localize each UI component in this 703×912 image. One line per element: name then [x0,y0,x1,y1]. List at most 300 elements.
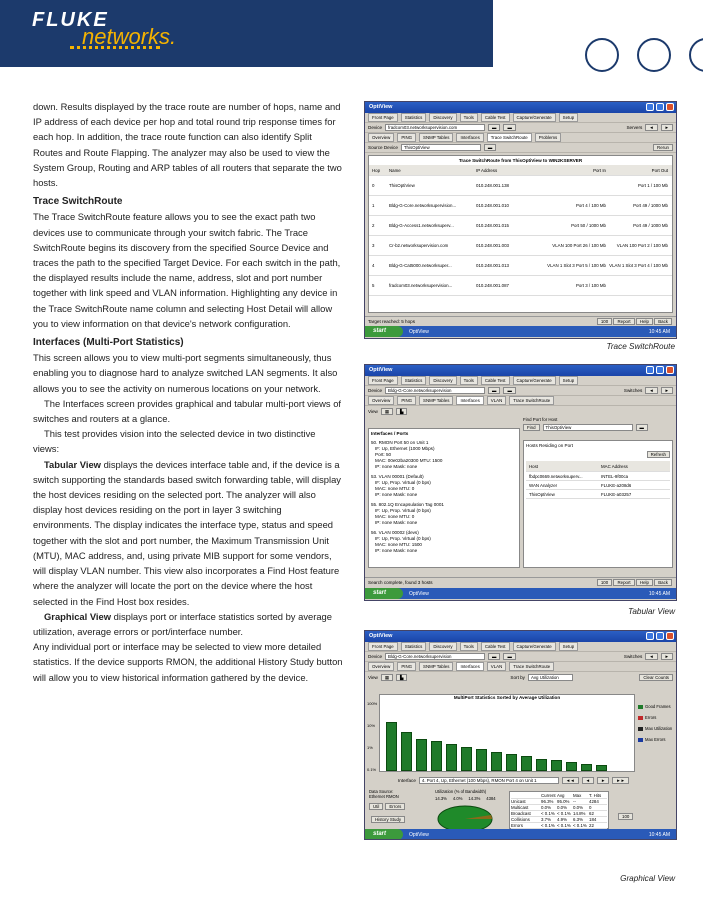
table-row[interactable] [369,196,672,216]
tab-vlan[interactable]: VLAN [487,396,506,405]
tab-snmp-tables[interactable]: SNMP Tables [419,133,453,142]
col-name: Name [389,167,401,173]
util-value: 4.0% [452,796,463,801]
table-view-icon[interactable]: ▦ [381,674,393,681]
stats-col: T. Hits [589,793,602,798]
maximize-icon[interactable] [656,103,664,111]
col-ip: IP Address [476,167,498,173]
find-host-select[interactable]: ThisOptiView [543,424,633,431]
host-mac: FLUKE-a03257 [601,491,632,497]
cell-ip: 010.248.001.013 [476,263,509,268]
zoom-select[interactable]: 100 [597,579,612,586]
minimize-icon[interactable] [646,103,654,111]
legend-swatch [638,738,643,742]
interface-line: 53. VLAN 00001 (Default) [371,474,424,479]
paragraph [33,609,343,639]
decor-circle [637,38,671,72]
screenshot-tabular-view [364,364,677,601]
stats-cell: 0.0% [557,805,568,810]
stats-cell: < 0.1% [541,823,555,828]
maximize-icon[interactable] [656,632,664,640]
stats-cell: 62 [589,811,594,816]
task-item[interactable]: OptiView [409,832,429,838]
device-row [365,123,676,133]
clock: 10:45 AM [648,832,670,838]
sort-label: Sort by [510,674,525,680]
chart-bar[interactable] [596,765,607,771]
device-btn[interactable]: ▬ [488,124,500,131]
tab-overview[interactable]: Overview [368,133,394,142]
legend-item [638,734,676,745]
paragraph-text: displays port or interface statistics sorted by average utilization, average errors or port/interface number. [33,610,332,637]
menu-cable-test[interactable]: Cable Test [481,376,510,385]
cell-pout: Port 1 / 100 Mb [637,183,668,188]
legend-label: Max Errors [645,737,666,742]
stats-cell: 96.3% [541,799,554,804]
util-button[interactable]: Util [369,803,383,810]
back-button[interactable]: Back [654,579,672,586]
status-bar [365,577,676,586]
hosts-label: Hosts Residing on Port [526,443,573,448]
chart-bar[interactable] [581,764,592,771]
legend-swatch [638,716,643,720]
legend-label: Good Frames [645,704,671,709]
find-btn[interactable]: ▬ [636,424,648,431]
view-buttons [369,803,405,810]
stats-cell: Unicast [511,799,526,804]
stats-cell: 4.9% [557,817,568,822]
stats-cell: 14.8% [573,811,586,816]
interfaces-list [371,440,517,554]
chart-bar[interactable] [551,760,562,771]
col-hop: Hop [372,167,381,173]
close-icon[interactable] [666,366,674,374]
chart-bar[interactable] [521,756,532,771]
interfaces-label: Interfaces / Ports [371,431,409,436]
interface-line: IP: none Mask: none [375,492,418,497]
taskbar [365,588,676,599]
servers-label: Servers [626,125,643,130]
chart-bar[interactable] [491,752,502,771]
window-title: OptiView [369,367,393,373]
stats-cell: 0.0% [541,805,552,810]
y-tick: 100% [367,701,378,706]
interface-line: MAC: none MTU: 0 [375,486,415,491]
screenshot-graphical-view [364,630,677,840]
graph-view-icon[interactable]: ▙ [396,408,407,415]
cell-pin: Port 50 / 1000 Mb [571,223,606,228]
help-button[interactable]: Help [636,579,653,586]
hosts-header [526,461,670,472]
cell-hop: 3 [372,243,375,248]
util-box [435,789,505,801]
find-button[interactable]: Find [523,424,540,431]
menu-statistics[interactable]: Statistics [401,113,427,122]
task-item[interactable]: OptiView [409,329,429,335]
tab-interfaces[interactable]: Interfaces [456,662,483,671]
menu-front-page[interactable]: Front Page [368,642,398,651]
stats-cell: 0.0% [573,805,584,810]
cell-name: Bldg-G-Access1.networksuperv... [389,223,454,228]
status-bar [365,316,676,325]
menu-setup[interactable]: Setup [559,642,578,651]
menu-statistics[interactable]: Statistics [401,376,427,385]
stats-cell: Errors [511,823,523,828]
view-label: View [368,408,378,414]
forward-arrow-icon[interactable]: ► [661,387,673,394]
cell-name: Bldg-G-Core.networksupervision... [389,203,457,208]
stats-table [509,791,609,829]
paragraph: The Trace SwitchRoute feature allows you to see the exact path two devices use to communicate through your switch fabric. The Trace SwitchRoute begins its discovery from the specified Source Device and traces the path to the specified Target Device. For each switch in the path, the displayed results include the name, address, slot and port number together with link speed and VLAN information. Highlighting any device in the Trace SwitchRoute name column and selecting Host Detail will allow you to view information on that device's network configuration. [33,211,341,329]
close-icon[interactable] [666,103,674,111]
menu-tools[interactable]: Tools [460,642,478,651]
table-row[interactable] [369,276,672,296]
close-icon[interactable] [666,632,674,640]
lead-graphical-view: Graphical View [44,610,112,622]
prev-icon[interactable]: ◄ [582,777,594,784]
col-host: Host [529,463,539,469]
y-tick: 1% [367,745,373,750]
data-source-label: Data Source: Ethernet RMON [369,789,399,799]
table-row[interactable] [369,256,672,276]
cell-ip: 010.248.001.087 [476,283,509,288]
refresh-button[interactable]: Refresh [647,451,670,458]
status-text: Target reached: 5 hops [368,319,415,324]
taskbar [365,829,676,840]
stats-cell: 0 [589,805,592,810]
back-button[interactable]: Back [654,318,672,325]
util-value: 4384 [486,796,496,801]
stats-cell: Collisions [511,817,530,822]
stats-cell: 184 [589,817,597,822]
menu-tabs [365,113,676,123]
chart-area [379,694,635,772]
chart-bar[interactable] [401,732,412,771]
start-button[interactable]: start [365,326,403,337]
title-bar [365,102,676,113]
chart-bar[interactable] [566,762,577,771]
y-tick: 0.1% [367,767,377,772]
host-row[interactable] [526,472,670,481]
device-label: Device [368,125,383,130]
interface-line: IP: none Mask: none [375,548,418,553]
paragraph: down. Results displayed by the trace route are number of hops, name and IP address of each device per hop and total round trip response times for each hop. In addition, the trace route function can also identify Split Routes and Route Flapping. The analyzer may also be used to view the System Group, Routing and ARP tables of all routers that separate the two hosts. [33,101,342,189]
tab-ping[interactable]: PING [397,396,416,405]
host-name: fbdpc0669.networksuperv... [529,473,583,479]
interface-entry[interactable] [371,502,517,526]
view-label: View [368,674,378,680]
view-row [365,672,676,682]
menu-front-page[interactable]: Front Page [368,113,398,122]
device-btn[interactable]: ▬ [503,387,515,394]
status-bar [615,811,676,820]
interface-line: IF: Up, Prop. Virtual (0 bps) [375,536,431,541]
legend-label: Errors [645,715,657,720]
chart-plot [384,703,630,771]
decor-circle [585,38,619,72]
interface-line: MAC: none MTU: 1500 [375,542,422,547]
paragraph: Any individual port or interface may be selected to view more detailed statistics. If the device supports RMON, the additional History Study button will allow you to view historical information gathered by the device. [33,641,343,683]
cell-ip: 010.248.001.003 [476,243,509,248]
interface-line: IF: Up, Ethernet (1000 Mbps) [375,446,435,451]
menu-discovery[interactable]: Discovery [429,642,456,651]
heading-trace-switchroute: Trace SwitchRoute [33,196,123,208]
menu-statistics[interactable]: Statistics [401,642,427,651]
stats-cell: 95.0% [557,799,570,804]
chart-bar[interactable] [476,749,487,771]
subtabs [365,662,676,672]
chart-bar[interactable] [461,747,472,771]
host-row[interactable] [526,481,670,490]
tab-interfaces[interactable]: Interfaces [456,396,483,405]
find-host-box [523,417,673,431]
chart-bar[interactable] [431,741,442,771]
start-button[interactable]: start [365,829,403,840]
interface-entry[interactable] [371,530,517,554]
rerun-button[interactable]: Rerun [653,144,673,151]
cell-hop: 4 [372,263,375,268]
chart-bar[interactable] [386,722,397,771]
table-row[interactable] [369,236,672,256]
history-study-button[interactable]: History Study [371,816,405,823]
device-row [365,386,676,396]
minimize-icon[interactable] [646,632,654,640]
tab-trace-switchroute[interactable]: Trace SwitchRoute [509,662,554,671]
menu-tools[interactable]: Tools [460,113,478,122]
device-btn[interactable]: ▬ [488,653,500,660]
caption-tabular-view: Tabular View [628,607,675,616]
interface-line: Port: 50 [375,452,392,457]
subtabs [365,133,676,143]
title-bar [365,631,676,642]
menu-setup[interactable]: Setup [559,376,578,385]
menu-cable-test[interactable]: Cable Test [481,642,510,651]
subtabs [365,396,676,406]
col-port-in: Port In [593,167,606,173]
taskbar [365,326,676,337]
device-label: Device [368,388,383,393]
tab-ping[interactable]: PING [397,133,416,142]
cell-hop: 0 [372,183,375,188]
clear-counts-button[interactable]: Clear Counts [639,674,673,681]
stats-cell: 22 [589,823,594,828]
chart-legend [638,701,676,745]
util-label: Utilization (% of Bandwidth) [435,789,487,794]
legend-swatch [638,705,643,709]
menu-setup[interactable]: Setup [559,113,578,122]
host-mac: FLUKE-a208d6 [601,482,632,488]
cell-pin: Port 3 / 100 Mb [575,283,606,288]
paragraph [33,457,343,609]
cell-hop: 1 [372,203,375,208]
interface-line: 50. RMON Port 50 on Unit 1 [371,440,429,445]
tab-snmp-tables[interactable]: SNMP Tables [419,396,453,405]
device-btn[interactable]: ▬ [503,124,515,131]
window-title: OptiView [369,633,393,639]
caption-graphical-view: Graphical View [620,874,675,883]
fluke-networks-logo-banner [0,0,493,67]
stats-cell: < 0.1% [541,811,555,816]
tab-interfaces[interactable]: Interfaces [456,133,483,142]
tab-snmp-tables[interactable]: SNMP Tables [419,662,453,671]
menu-capture-generate[interactable]: Capture/Generate [513,642,556,651]
interface-label: Interface [398,777,416,783]
graph-view-icon[interactable]: ▙ [396,674,407,681]
paragraph: This screen allows you to view multi-port segments simultaneously, thus enabling you to diagnose hard to analyze switched LAN segments. It also allows you to see the activity on numerous locations on your network. [33,352,338,394]
back-arrow-icon[interactable]: ◄ [645,653,657,660]
chart-bar[interactable] [536,759,547,771]
zoom-select[interactable]: 100 [618,813,633,820]
source-row [365,143,676,153]
table-row[interactable] [369,216,672,236]
menu-tabs [365,376,676,386]
status-buttons [597,318,672,325]
menu-front-page[interactable]: Front Page [368,376,398,385]
cell-ip: 010.248.001.015 [476,223,509,228]
chart-bar[interactable] [446,744,457,771]
stats-cell: < 0.1% [573,823,587,828]
host-name: WAN Analyzer [529,482,558,488]
stats-cell: 3.7% [541,817,552,822]
col-mac: MAC Address [601,463,628,469]
legend-swatch [638,727,643,731]
interface-line: IP: none Mask: none [375,464,418,469]
caption-trace-switchroute: Trace SwitchRoute [606,342,675,351]
switches-label: Switches [623,654,643,659]
host-name: ThisOptiView [529,491,555,497]
sort-select[interactable]: Avg Utilization [528,674,573,681]
help-button[interactable]: Help [636,318,653,325]
source-btn[interactable]: ▬ [484,144,496,151]
menu-capture-generate[interactable]: Capture/Generate [513,376,556,385]
stats-cell: < 0.1% [557,811,571,816]
legend-label: Max Utilization [645,726,673,731]
paragraph: This test provides vision into the selected device in two distinctive views: [33,428,316,455]
interface-entry[interactable] [371,474,517,498]
stats-cell: Multicast [511,805,529,810]
logo-networks: networks. [82,24,177,49]
stats-col: Max [573,793,582,798]
menu-tabs [365,642,676,652]
trace-table [368,155,673,313]
util-value: 14.3% [468,796,481,801]
table-view-icon[interactable]: ▦ [381,408,393,415]
interface-line: IF: Up, Prop. Virtual (0 bps) [375,508,431,513]
device-label: Device [368,654,383,659]
logo-dots [70,46,160,50]
find-label: Find Port for Host [523,417,558,422]
last-icon[interactable]: ►► [612,777,629,784]
device-btn[interactable]: ▬ [503,653,515,660]
zoom-select[interactable]: 100 [597,318,612,325]
interface-select[interactable]: 4. Port 4, Up, Ethernet (100 Mbps), RMON Port 4 on Unit 1 [419,777,559,784]
menu-discovery[interactable]: Discovery [429,113,456,122]
status-text: Search complete, found 3 hosts [368,580,433,585]
chart-bar[interactable] [506,754,517,771]
lead-tabular-view: Tabular View [44,458,101,470]
report-button[interactable]: Report [613,318,634,325]
tab-trace-switchroute[interactable]: Trace SwitchRoute [509,396,554,405]
stats-cell: 4284 [589,799,599,804]
cell-hop: 5 [372,283,375,288]
cell-pout: VLAN 1 Slot 3 Port 4 / 100 Mb [609,263,668,268]
menu-tools[interactable]: Tools [460,376,478,385]
host-row[interactable] [526,490,670,499]
host-mac: INTEL-9f00ca [601,473,629,479]
cell-pout: VLAN 100 Port 2 / 100 Mb [616,243,668,248]
table-header [369,165,672,176]
interface-line: MAC: 00e02ba20300 MTU: 1500 [375,458,443,463]
tab-ping[interactable]: PING [397,662,416,671]
tab-vlan[interactable]: VLAN [487,662,506,671]
col-port-out: Port Out [651,167,668,173]
chart-bar[interactable] [416,739,427,771]
interface-line: IF: Up, Prop. Virtual (0 bps) [375,480,431,485]
trace-rows [369,176,672,296]
stats-cell: Broadcast [511,811,531,816]
paragraph: The Interfaces screen provides graphical and tabular multi-port views of switches and routers at a glance. [33,397,342,425]
clock: 10:45 AM [648,591,670,597]
menu-cable-test[interactable]: Cable Test [481,113,510,122]
device-row [365,652,676,662]
switches-label: Switches [623,388,643,393]
cell-ip: 010.248.001.010 [476,203,509,208]
errors-button[interactable]: Errors [385,803,405,810]
source-select[interactable]: ThisOptiView [401,144,481,151]
trace-heading: Trace SwitchRoute from ThisOptiView to WIN2KSERVER [458,158,583,163]
forward-arrow-icon[interactable]: ► [661,124,673,131]
title-bar [365,365,676,376]
interface-line: IP: none Mask: none [375,520,418,525]
interface-entry[interactable] [371,440,517,470]
table-row[interactable] [369,176,672,196]
heading-interfaces: Interfaces (Multi-Port Statistics) [33,337,184,349]
minimize-icon[interactable] [646,366,654,374]
tab-overview[interactable]: Overview [368,396,394,405]
stats-col: Current [541,793,556,798]
device-select[interactable]: Bldg-G-Core.networksupervision [385,387,485,394]
tab-overview[interactable]: Overview [368,662,394,671]
first-icon[interactable]: ◄◄ [562,777,579,784]
back-arrow-icon[interactable]: ◄ [645,387,657,394]
cell-pout: Port 49 / 1000 Mb [633,223,668,228]
task-item[interactable]: OptiView [409,591,429,597]
util-values [435,796,505,801]
device-select[interactable]: fradcom03.networksupervision.com [385,124,485,131]
forward-arrow-icon[interactable]: ► [661,653,673,660]
start-button[interactable]: start [365,588,403,599]
next-icon[interactable]: ► [597,777,609,784]
hosts-pane [523,440,673,568]
menu-discovery[interactable]: Discovery [429,376,456,385]
report-button[interactable]: Report [613,579,634,586]
logo-fluke: FLUKE [32,9,109,31]
tab-problems[interactable]: Problems [535,133,562,142]
interface-line: 56. VLAN 00002 (devs) [371,530,419,535]
stats-cell: 6.3% [573,817,584,822]
window-title: OptiView [369,104,393,110]
hosts-rows [526,472,670,499]
tab-trace-switchroute[interactable]: Trace SwitchRoute [487,133,532,142]
device-btn[interactable]: ▬ [488,387,500,394]
maximize-icon[interactable] [656,366,664,374]
device-select[interactable]: Bldg-G-Core.networksupervision [385,653,485,660]
source-label: Source Device [368,145,398,150]
article-body [33,99,343,685]
interface-line: 55. 802.1Q Encapsulation Tag 0001 [371,502,444,507]
back-arrow-icon[interactable]: ◄ [645,124,657,131]
menu-capture-generate[interactable]: Capture/Generate [513,113,556,122]
